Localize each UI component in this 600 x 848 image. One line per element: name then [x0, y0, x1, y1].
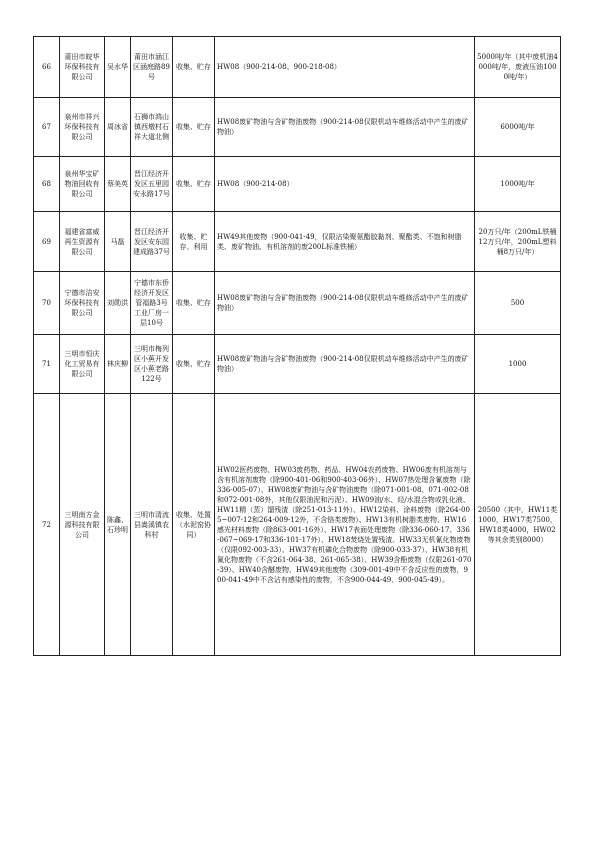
waste-category: HW08（900-214-08） — [215, 157, 475, 212]
capacity-scale: 1000 — [475, 335, 561, 394]
legal-person: 吴水华 — [105, 37, 131, 98]
table-row — [34, 335, 561, 394]
table-row — [34, 98, 561, 157]
table-row — [34, 272, 561, 335]
waste-category: HW08废矿物油与含矿物油废物（900-214-08仅限机动车维修活动中产生的废矿物油） — [215, 272, 475, 335]
business-type: 收集、贮存 — [173, 37, 215, 98]
table-row — [34, 394, 561, 656]
address: 三明市梅列区小蕉开发区小蕉老路122号 — [131, 335, 173, 394]
legal-person: 周冰省 — [105, 98, 131, 157]
row-number: 67 — [34, 98, 60, 157]
business-type: 收集、贮存、利用 — [173, 212, 215, 272]
address: 晋江经济开发区安东园建成路37号 — [131, 212, 173, 272]
legal-person: 林庆柳 — [105, 335, 131, 394]
waste-category: HW08废矿物油与含矿物油废物（900-214-08仅限机动车维修活动中产生的废矿物油） — [215, 335, 475, 394]
table-row — [34, 37, 561, 98]
company-name: 泉州市祥兴环保科技有限公司 — [60, 98, 105, 157]
waste-category: HW08（900-214-08、900-218-08） — [215, 37, 475, 98]
row-number: 66 — [34, 37, 60, 98]
company-name: 三明市恒庆化工贸易有限公司 — [60, 335, 105, 394]
waste-category: HW08废矿物油与含矿物油废物（900-214-08仅限机动车维修活动中产生的废矿物油） — [215, 98, 475, 157]
address: 三明市清流县嵩溪镇农科村 — [131, 394, 173, 656]
hazardous-waste-permit-table — [33, 36, 561, 656]
company-name: 莆田市皖华环保科技有限公司 — [60, 37, 105, 98]
business-type: 收集、处置（水泥窑协同） — [173, 394, 215, 656]
capacity-scale: 20500（其中，HW11类1000，HW17类7500，HW18类4000，HW02等其余类别8000） — [475, 394, 561, 656]
address: 宁德市东侨经济开发区管福路3号工业厂房一层10号 — [131, 272, 173, 335]
row-number: 68 — [34, 157, 60, 212]
address: 晋江经济开发区五里园安永路17号 — [131, 157, 173, 212]
table-row — [34, 212, 561, 272]
company-name: 泉州华宝矿物油回收有限公司 — [60, 157, 105, 212]
legal-person: 刘勋洪 — [105, 272, 131, 335]
company-name: 宁德市洁安环保科技有限公司 — [60, 272, 105, 335]
capacity-scale: 5000吨/年（其中废机油4000吨/年，废液压油1000吨/年） — [475, 37, 561, 98]
capacity-scale: 500 — [475, 272, 561, 335]
legal-person: 蔡美英 — [105, 157, 131, 212]
waste-category: HW02医药废物、HW03废药物、药品、HW04农药废物、HW06废有机溶剂与含有机溶剂废物（除900-401-06和900-403-06外）、HW07热处理含氰废物（除336-005-07）、HW08废矿物油与含矿物油废物（除071-001-08、071-002-08和072-001-08外，其他仅限油泥和污泥）、HW09油/水、烃/水混合物或乳化液、HW11精（蒸）馏残渣（除251-013-11外）、HW12染料、涂料废物（除264-005~007-12和264-009-12外，不含铬类废物）、HW13有机树脂类废物、HW16感光材料废物（除863-001-16外）、HW17表面处理废物（除336-060-17、336-067~069-17和336-101-17外）、HW18焚烧处置残渣、HW33无机氰化物废物（仅限092-003-33）、HW37有机磷化合物废物（除900-033-37）、HW38有机氰化物废物（不含261-064-38、261-065-38）、HW39含酚废物（仅限261-070-39）、HW40含醚废物、HW49其他废物（309-001-49中不含反应性的废物，900-041-49中不含沾有感染性的废物，不含900-044-49、900-045-49）。 — [215, 394, 475, 656]
company-name: 三明南方金源科技有限公司 — [60, 394, 105, 656]
capacity-scale: 6000吨/年 — [475, 98, 561, 157]
business-type: 收集、贮存 — [173, 272, 215, 335]
table-row — [34, 157, 561, 212]
company-name: 福建省富威再生资源有限公司 — [60, 212, 105, 272]
row-number: 69 — [34, 212, 60, 272]
address: 莆田市涵江区涵庭路89号 — [131, 37, 173, 98]
row-number: 71 — [34, 335, 60, 394]
business-type: 收集、贮存 — [173, 98, 215, 157]
waste-category: HW49其他废物（900-041-49，仅限沾染聚氨酯胶黏剂、聚酯类、不饱和树脂类、废矿物油、有机溶剂的废200L标准铁桶） — [215, 212, 475, 272]
capacity-scale: 20万只/年（200mL铁桶12万只/年，200mL塑料桶8万只/年） — [475, 212, 561, 272]
row-number: 72 — [34, 394, 60, 656]
business-type: 收集、贮存 — [173, 335, 215, 394]
capacity-scale: 1000吨/年 — [475, 157, 561, 212]
business-type: 收集、贮存 — [173, 157, 215, 212]
address: 石狮市鸿山镇西墩村石祥大道北侧 — [131, 98, 173, 157]
legal-person: 马磊 — [105, 212, 131, 272]
legal-person: 陈鑫、石珍明 — [105, 394, 131, 656]
row-number: 70 — [34, 272, 60, 335]
